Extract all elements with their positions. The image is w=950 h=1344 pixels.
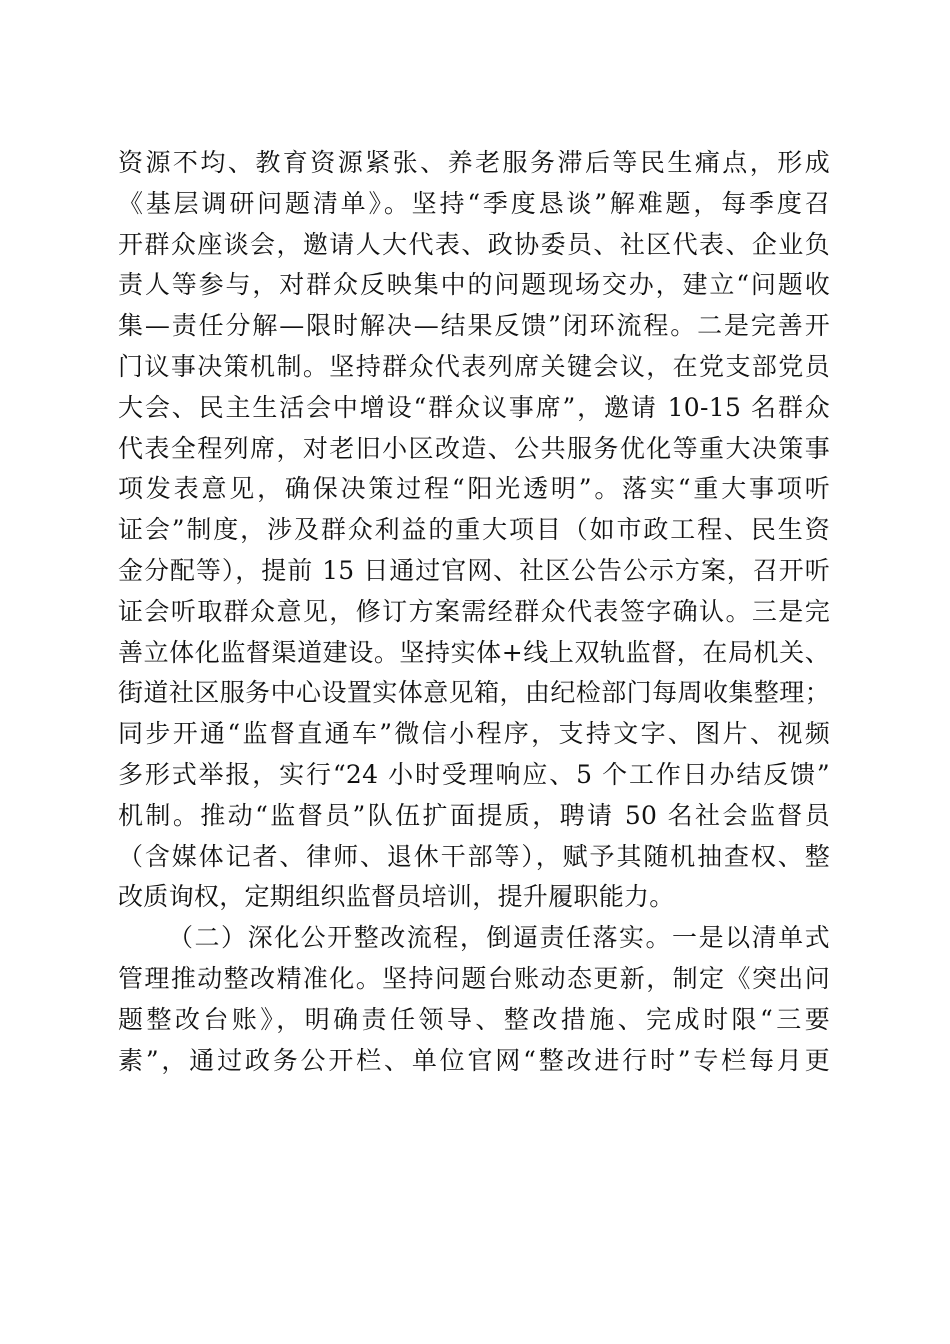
text-line: 素”，通过政务公开栏、单位官网“整改进行时”专栏每月更 bbox=[118, 1045, 830, 1075]
text-line: 《基层调研问题清单》。坚持“季度恳谈”解难题，每季度召 bbox=[118, 188, 830, 218]
text-line: 题整改台账》，明确责任领导、整改措施、完成时限“三要 bbox=[118, 1004, 830, 1034]
text-line: 街道社区服务中心设置实体意见箱，由纪检部门每周收集整理； bbox=[118, 678, 830, 708]
text-line: 责人等参与，对群众反映集中的问题现场交办，建立“问题收 bbox=[118, 270, 830, 300]
text-line: 管理推动整改精准化。坚持问题台账动态更新，制定《突出问 bbox=[118, 963, 830, 993]
text-line: 资源不均、教育资源紧张、养老服务滞后等民生痛点，形成 bbox=[118, 148, 830, 177]
text-line: 善立体化监督渠道建设。坚持实体+线上双轨监督，在局机关、 bbox=[118, 637, 830, 667]
text-line: 集—责任分解—限时解决—结果反馈”闭环流程。二是完善开 bbox=[118, 311, 830, 341]
text-line: 同步开通“监督直通车”微信小程序，支持文字、图片、视频 bbox=[118, 719, 830, 749]
text-line: （含媒体记者、律师、退休干部等），赋予其随机抽查权、整 bbox=[118, 841, 830, 871]
paragraph-last-line: 改质询权，定期组织监督员培训，提升履职能力。 bbox=[118, 882, 675, 912]
text-line: 大会、民主生活会中增设“群众议事席”，邀请 10-15 名群众 bbox=[118, 392, 830, 422]
text-line: 项发表意见，确保决策过程“阳光透明”。落实“重大事项听 bbox=[118, 474, 830, 504]
text-line: 金分配等），提前 15 日通过官网、社区公告公示方案，召开听 bbox=[118, 555, 830, 585]
section-heading-line: （二）深化公开整改流程，倒逼责任落实。一是以清单式 bbox=[168, 923, 830, 953]
text-line: 门议事决策机制。坚持群众代表列席关键会议，在党支部党员 bbox=[118, 351, 830, 381]
text-line: 开群众座谈会，邀请人大代表、政协委员、社区代表、企业负 bbox=[118, 229, 830, 259]
text-line: 机制。推动“监督员”队伍扩面提质，聘请 50 名社会监督员 bbox=[118, 800, 830, 830]
text-line: 证会”制度，涉及群众利益的重大项目（如市政工程、民生资 bbox=[118, 515, 830, 545]
text-line: 多形式举报，实行“24 小时受理响应、5 个工作日办结反馈” bbox=[118, 759, 830, 789]
body-text bbox=[118, 143, 830, 1081]
text-line: 证会听取群众意见，修订方案需经群众代表签字确认。三是完 bbox=[118, 596, 830, 626]
text-line: 代表全程列席，对老旧小区改造、公共服务优化等重大决策事 bbox=[118, 433, 830, 463]
